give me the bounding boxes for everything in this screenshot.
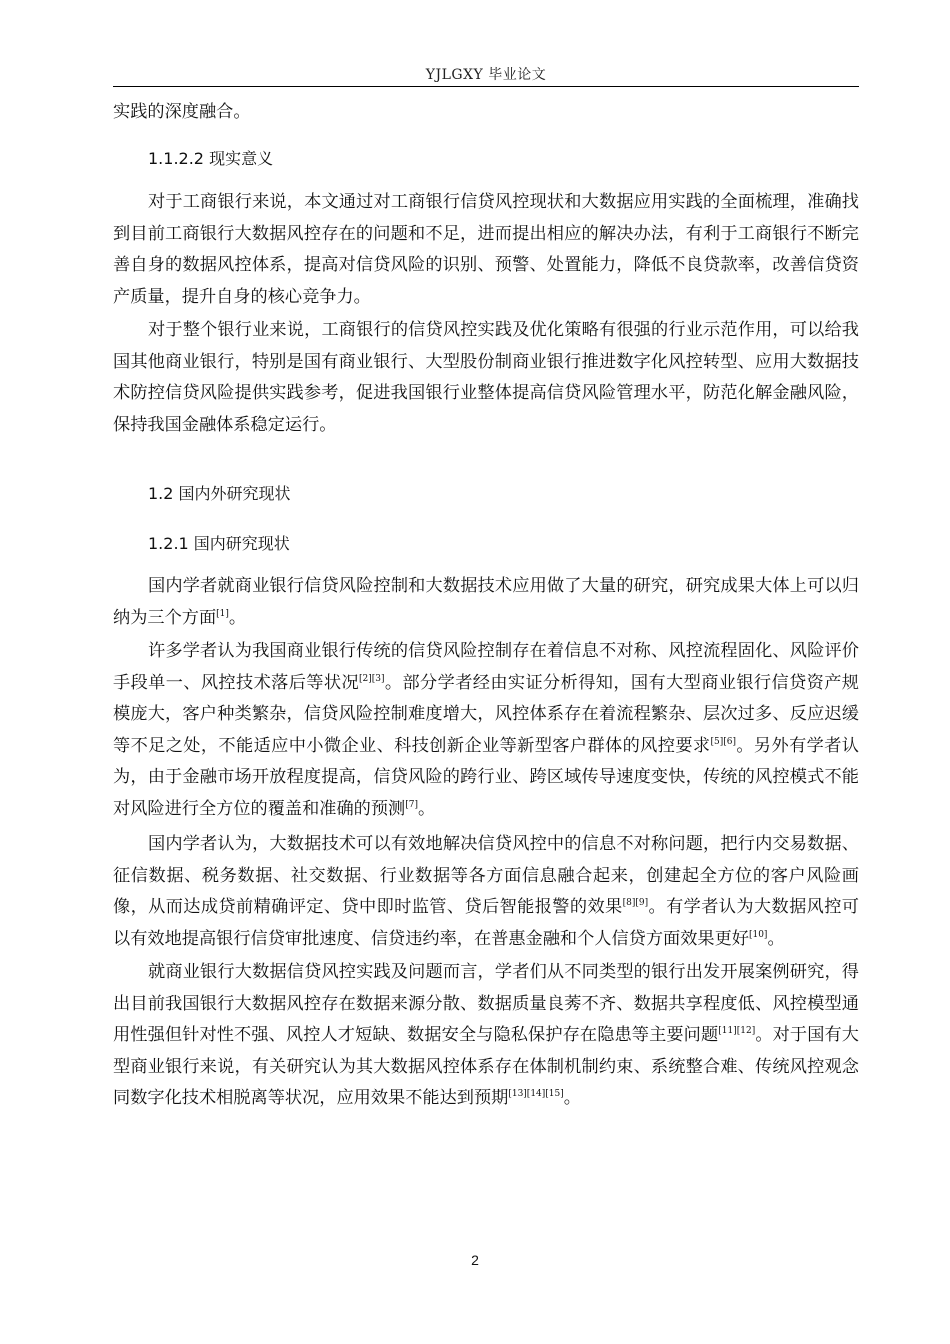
paragraph-domestic-2 bbox=[113, 636, 859, 825]
paragraph-practical-2: 对于整个银行业来说，工商银行的信贷风控实践及优化策略有很强的行业示范作用，可以给我国其他商业银行，特别是国有商业银行、大型股份制商业银行推进数字化风控转型、应用大数据技术防控信贷风险提供实践参考，促进我国银行业整体提高信贷风险管理水平，防范化解金融风险，保持我国金融体系稳定运行。 bbox=[113, 320, 859, 435]
text-span: 国内学者就商业银行信贷风险控制和大数据技术应用做了大量的研究，研究成果大体上可以归纳为三个方面 bbox=[113, 576, 859, 628]
heading-1-1-2-2: 1.1.2.2 现实意义 bbox=[148, 148, 274, 168]
running-header: YJLGXY 毕业论文 bbox=[425, 67, 547, 83]
text-span: 。另外有学者认为，由于金融市场开放程度提高，信贷风险的跨行业、跨区域传导速度变快，传统的风控模式不能对风险进行全方位的覆盖和准确的预测 bbox=[113, 735, 859, 819]
heading-1-2-1: 1.2.1 国内研究现状 bbox=[148, 533, 290, 553]
text-span: 。有学者认为大数据风控可以有效地提高银行信贷审批速度、信贷违约率，在普惠金融和个人信贷方面效果更好 bbox=[113, 897, 859, 949]
citation-ref: [1] bbox=[216, 608, 229, 619]
text-span: 。部分学者经由实证分析得知，国有大型商业银行信贷资产规模庞大，客户种类繁杂，信贷风险控制难度增大，风控体系存在着流程繁杂、层次过多、反应迟缓等不足之处，不能适应中小微企业、科技创新企业等新型客户群体的风控要求 bbox=[113, 672, 859, 756]
text-span: 。 bbox=[563, 1088, 581, 1108]
paragraph-domestic-4 bbox=[113, 957, 859, 1115]
citation-ref: [2][3] bbox=[359, 673, 385, 684]
text-span: 就商业银行大数据信贷风控实践及问题而言，学者们从不同类型的银行出发开展案例研究，得出目前我国银行大数据风控存在数据来源分散、数据质量良莠不齐、数据共享程度低、风控模型通用性强但针对性不强、风控人才短缺、数据安全与隐私保护存在隐患等主要问题 bbox=[113, 962, 859, 1045]
text-span: 许多学者认为我国商业银行传统的信贷风险控制存在着信息不对称、风控流程固化、风险评价手段单一、风控技术落后等状况 bbox=[113, 641, 859, 693]
citation-ref: [11][12] bbox=[718, 1026, 756, 1036]
page-number: 2 bbox=[471, 1252, 479, 1268]
text-span: 。对于国有大型商业银行来说，有关研究认为其大数据风控体系存在体制机制约束、系统整合难、传统风控观念同数字化技术相脱离等状况，应用效果不能达到预期 bbox=[113, 1025, 859, 1108]
citation-ref: [10] bbox=[748, 929, 768, 940]
text-span: 。 bbox=[417, 798, 436, 819]
citation-ref: [5][6] bbox=[710, 736, 736, 747]
citation-ref: [13][14][15] bbox=[508, 1089, 564, 1099]
continuation-paragraph: 实践的深度融合。 bbox=[113, 102, 251, 122]
text-span: 。 bbox=[228, 607, 247, 628]
page-body bbox=[113, 97, 859, 1115]
paragraph-practical-1: 对于工商银行来说，本文通过对工商银行信贷风控现状和大数据应用实践的全面梳理，准确找到目前工商银行大数据风控存在的问题和不足，进而提出相应的解决办法，有利于工商银行不断完善自身的数据风控体系，提高对信贷风险的识别、预警、处置能力，降低不良贷款率，改善信贷资产质量，提升自身的核心竞争力。 bbox=[113, 192, 859, 307]
paragraph-domestic-1 bbox=[113, 571, 859, 634]
header-rule bbox=[113, 86, 859, 87]
citation-ref: [7] bbox=[405, 799, 418, 810]
citation-ref: [8][9] bbox=[622, 898, 649, 908]
heading-1-2: 1.2 国内外研究现状 bbox=[148, 484, 291, 503]
paragraph-domestic-3 bbox=[113, 829, 859, 955]
text-span: 国内学者认为，大数据技术可以有效地解决信贷风控中的信息不对称问题，把行内交易数据、征信数据、税务数据、社交数据、行业数据等各方面信息融合起来，创建起全方位的客户风险画像，从而达成贷前精确评定、贷中即时监管、贷后智能报警的效果 bbox=[113, 834, 859, 917]
text-span: 。 bbox=[767, 928, 785, 949]
